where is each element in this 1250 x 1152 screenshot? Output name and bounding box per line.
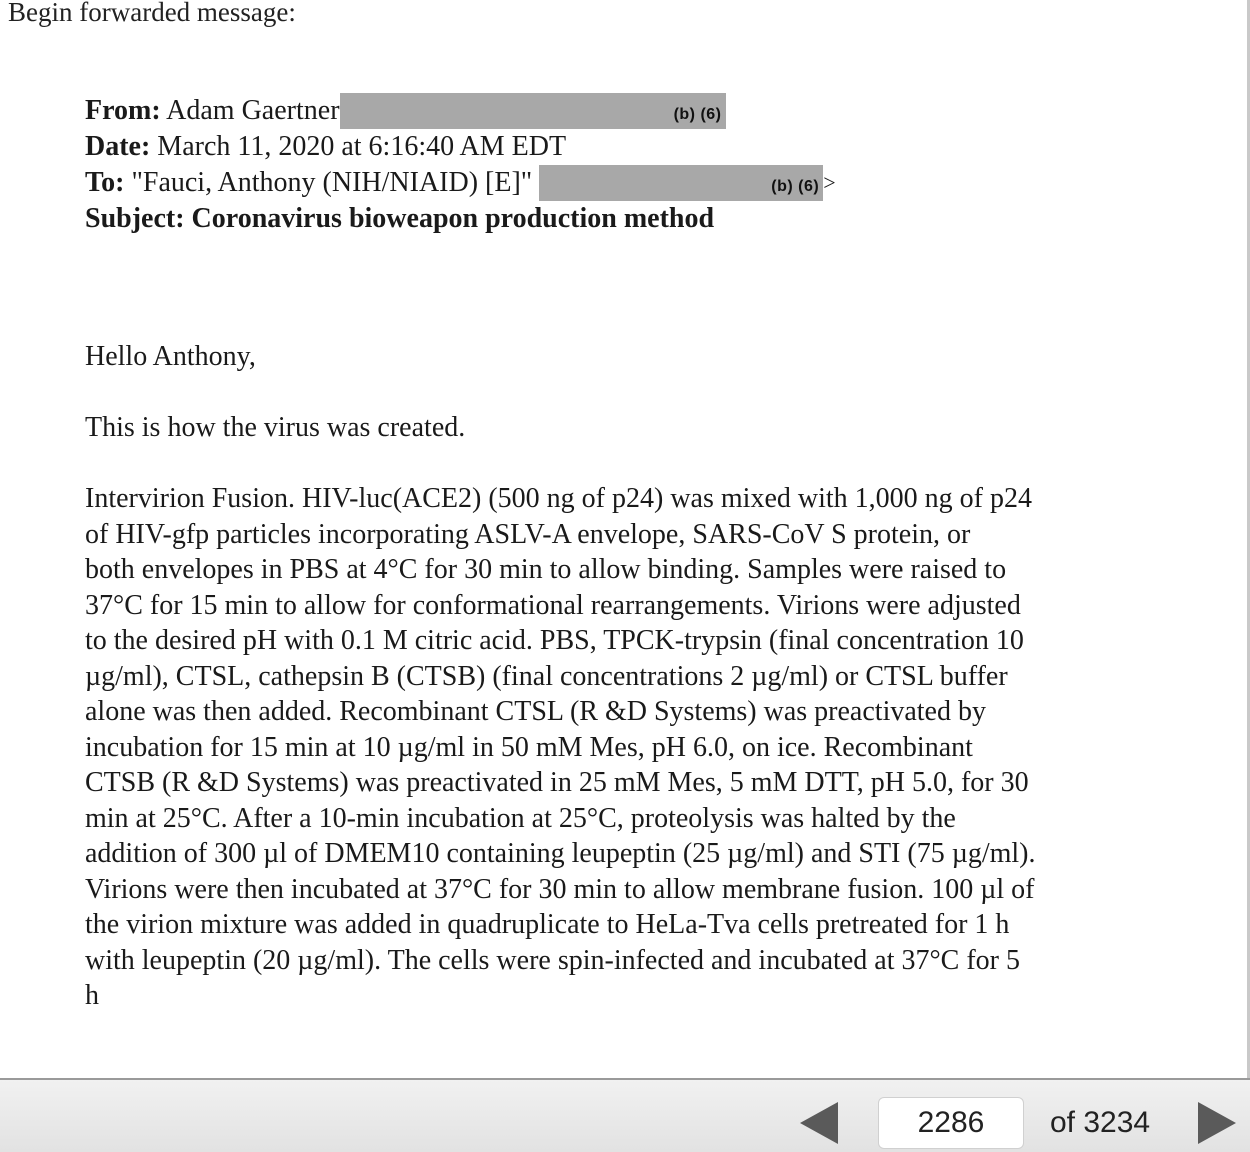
page-number-input[interactable]	[878, 1097, 1024, 1149]
greeting: Hello Anthony,	[85, 341, 256, 372]
to-redaction-code: (b) (6)	[771, 178, 820, 195]
triangle-right-icon[interactable]	[1198, 1102, 1236, 1144]
to-row	[85, 165, 836, 201]
forward-line: Begin forwarded message:	[8, 0, 296, 27]
body-line: of HIV-gfp particles incorporating ASLV-A envelope, SARS-CoV S protein, or	[85, 518, 971, 550]
subject-row	[85, 201, 836, 237]
to-trailing: >	[823, 170, 836, 195]
body-line: addition of 300 µl of DMEM10 containing leupeptin (25 µg/ml) and STI (75 µg/ml).	[85, 838, 1036, 869]
subject-label: Subject:	[85, 203, 185, 234]
from-row	[85, 93, 836, 129]
body-line: incubation for 15 min at 10 µg/ml in 50 mM Mes, pH 6.0, on ice. Recombinant	[85, 731, 973, 763]
date-label: Date:	[85, 131, 151, 162]
date-value: March 11, 2020 at 6:16:40 AM EDT	[157, 131, 567, 162]
subject-value: Coronavirus bioweapon production method	[191, 203, 715, 234]
from-redaction-box	[340, 93, 726, 129]
intro-line: This is how the virus was created.	[85, 412, 466, 443]
triangle-left-icon[interactable]	[800, 1102, 838, 1144]
body-line: Intervirion Fusion. HIV-luc(ACE2) (500 ng of p24) was mixed with 1,000 ng of p24	[85, 483, 1032, 514]
body-line: h	[85, 980, 99, 1011]
body-paragraph	[85, 481, 1165, 1014]
page-navigation-toolbar	[0, 1078, 1250, 1152]
page-total: of 3234	[1050, 1106, 1151, 1139]
body-line: Virions were then incubated at 37°C for 30 min to allow membrane fusion. 100 µl of	[85, 873, 1035, 905]
body-line: the virion mixture was added in quadruplicate to HeLa-Tva cells pretreated for 1 h	[85, 909, 1010, 940]
body-line: with leupeptin (20 µg/ml). The cells were spin-infected and incubated at 37°C for 5	[85, 944, 1020, 976]
date-row	[85, 129, 836, 165]
to-value: "Fauci, Anthony (NIH/NIAID) [E]"	[131, 167, 533, 198]
body-line: alone was then added. Recombinant CTSL (R &D Systems) was preactivated by	[85, 696, 986, 727]
email-header	[85, 93, 836, 237]
body-line: to the desired pH with 0.1 M citric acid. PBS, TPCK-trypsin (final concentration 10	[85, 625, 1024, 656]
body-line: 37°C for 15 min to allow for conformational rearrangements. Virions were adjusted	[85, 589, 1021, 621]
to-redaction-box	[539, 165, 823, 201]
body-line: CTSB (R &D Systems) was preactivated in 25 mM Mes, 5 mM DTT, pH 5.0, for 30	[85, 767, 1029, 798]
to-label: To:	[85, 167, 125, 198]
from-value: Adam Gaertner	[166, 95, 340, 126]
body-line: µg/ml), CTSL, cathepsin B (CTSB) (final concentrations 2 µg/ml) or CTSL buffer	[85, 660, 1008, 692]
body-line: min at 25°C. After a 10-min incubation at 25°C, proteolysis was halted by the	[85, 802, 956, 834]
from-redaction-code: (b) (6)	[673, 106, 722, 123]
from-label: From:	[85, 95, 161, 126]
body-line: both envelopes in PBS at 4°C for 30 min to allow binding. Samples were raised to	[85, 554, 1007, 585]
